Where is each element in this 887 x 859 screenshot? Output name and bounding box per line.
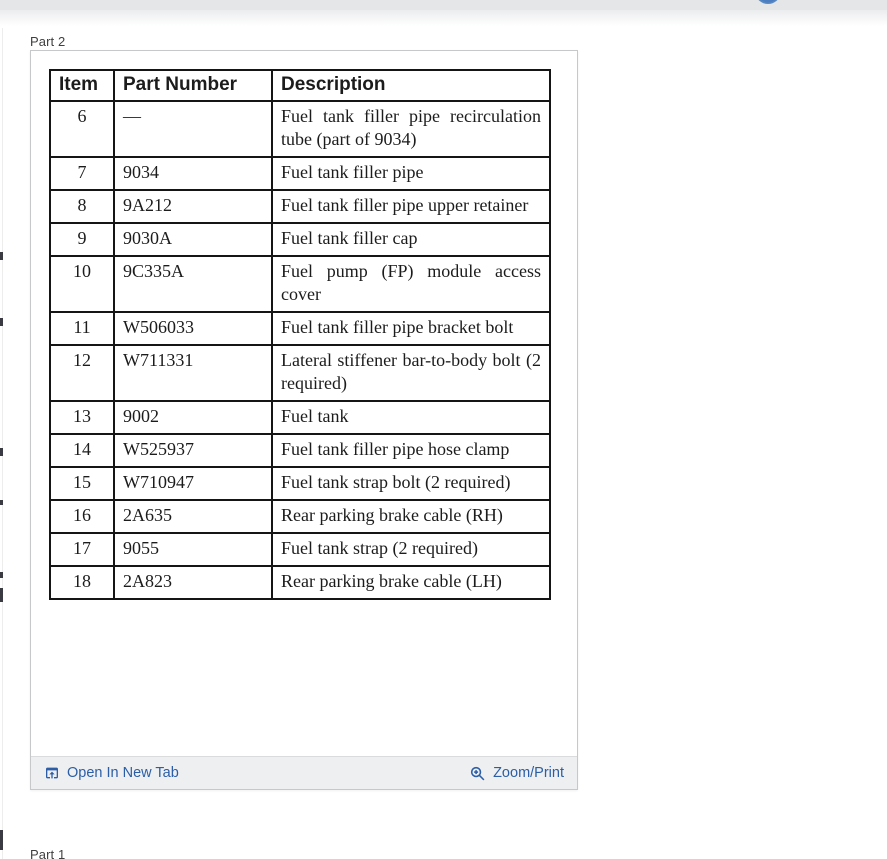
top-chrome-strip: [0, 0, 887, 10]
part-number-cell: 9030A: [114, 223, 272, 256]
left-edge-artifact: [0, 830, 3, 850]
left-edge-artifact: [0, 318, 3, 326]
description-cell: Rear parking brake cable (LH): [272, 566, 550, 599]
part-number-cell: W710947: [114, 467, 272, 500]
left-edge-artifact: [0, 500, 3, 505]
table-row: [50, 312, 550, 345]
left-edge-artifact: [0, 252, 3, 260]
parts-table: [49, 69, 551, 600]
table-row: [50, 467, 550, 500]
header-part-number: Part Number: [114, 70, 272, 101]
part-number-cell: W506033: [114, 312, 272, 345]
item-cell: 8: [50, 190, 114, 223]
table-row: [50, 533, 550, 566]
part-number-cell: 2A823: [114, 566, 272, 599]
description-cell: Fuel tank filler pipe bracket bolt: [272, 312, 550, 345]
zoom-in-icon: [469, 765, 486, 782]
description-cell: Lateral stiffener bar-to-body bolt (2 required): [272, 345, 550, 401]
description-cell: Fuel tank filler pipe recirculation tube (part of 9034): [272, 101, 550, 157]
table-row: [50, 101, 550, 157]
item-cell: 13: [50, 401, 114, 434]
description-cell: Fuel pump (FP) module access cover: [272, 256, 550, 312]
description-cell: Fuel tank filler pipe hose clamp: [272, 434, 550, 467]
zoom-print-link[interactable]: [469, 765, 564, 782]
description-cell: Rear parking brake cable (RH): [272, 500, 550, 533]
left-edge-artifact: [0, 448, 3, 456]
item-cell: 16: [50, 500, 114, 533]
table-row: [50, 566, 550, 599]
description-cell: Fuel tank strap (2 required): [272, 533, 550, 566]
description-cell: Fuel tank: [272, 401, 550, 434]
zoom-print-label: Zoom/Print: [493, 765, 564, 781]
part-number-cell: 9C335A: [114, 256, 272, 312]
left-edge-line: [2, 28, 3, 859]
part-number-cell: W525937: [114, 434, 272, 467]
item-cell: 12: [50, 345, 114, 401]
table-row: [50, 223, 550, 256]
table-row: [50, 345, 550, 401]
top-chrome-fade: [0, 10, 887, 26]
document-panel: [30, 50, 578, 790]
header-description: Description: [272, 70, 550, 101]
table-header-row: [50, 70, 550, 101]
item-cell: 10: [50, 256, 114, 312]
part-number-cell: W711331: [114, 345, 272, 401]
part-2-label: Part 2: [30, 34, 66, 49]
item-cell: 6: [50, 101, 114, 157]
table-row: [50, 256, 550, 312]
table-row: [50, 500, 550, 533]
panel-footer-bar: [31, 756, 577, 789]
table-row: [50, 401, 550, 434]
table-row: [50, 190, 550, 223]
item-cell: 15: [50, 467, 114, 500]
description-cell: Fuel tank filler cap: [272, 223, 550, 256]
open-in-new-tab-icon: [44, 765, 60, 781]
part-1-label: Part 1: [30, 847, 66, 859]
part-number-cell: 9002: [114, 401, 272, 434]
table-row: [50, 157, 550, 190]
left-edge-artifact: [0, 588, 3, 602]
item-cell: 7: [50, 157, 114, 190]
open-in-new-tab-link[interactable]: [44, 765, 179, 781]
item-cell: 18: [50, 566, 114, 599]
description-cell: Fuel tank strap bolt (2 required): [272, 467, 550, 500]
item-cell: 14: [50, 434, 114, 467]
parts-table-body: [50, 101, 550, 599]
part-number-cell: 9034: [114, 157, 272, 190]
item-cell: 17: [50, 533, 114, 566]
part-number-cell: —: [114, 101, 272, 157]
table-row: [50, 434, 550, 467]
open-in-new-tab-label: Open In New Tab: [67, 765, 179, 781]
item-cell: 9: [50, 223, 114, 256]
left-edge-artifact: [0, 572, 3, 578]
item-cell: 11: [50, 312, 114, 345]
part-number-cell: 9A212: [114, 190, 272, 223]
description-cell: Fuel tank filler pipe upper retainer: [272, 190, 550, 223]
part-number-cell: 2A635: [114, 500, 272, 533]
parts-table-container: [49, 69, 551, 600]
part-number-cell: 9055: [114, 533, 272, 566]
header-item: Item: [50, 70, 114, 101]
description-cell: Fuel tank filler pipe: [272, 157, 550, 190]
